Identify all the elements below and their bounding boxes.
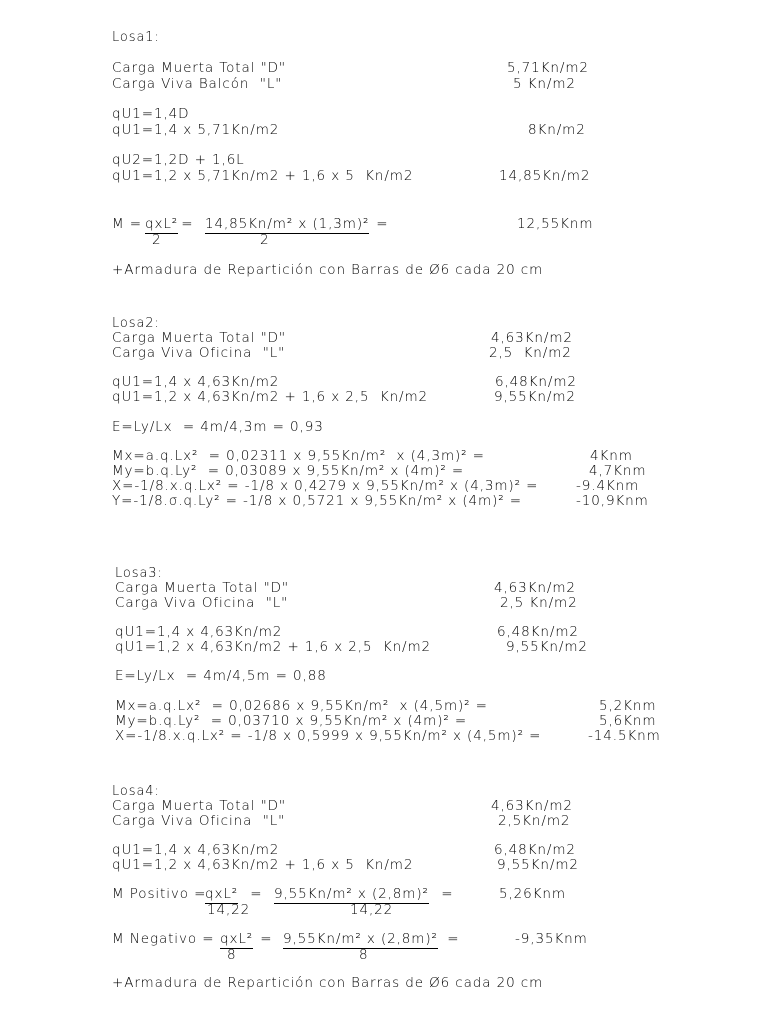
losa3-x-calc: X=-1/8.x.q.Lx² = -1/8 x 0,5999 x 9,55Kn/m² x (4,5m)² = (115, 728, 542, 744)
losa2-dead-load-value: 4,63Kn/m2 (491, 330, 573, 346)
losa4-mpos-value: 5,26Knm (499, 886, 566, 902)
losa4-mneg-eq: = (255, 931, 278, 947)
losa3-title: Losa3: (115, 566, 163, 581)
losa2-y-calc: Y=-1/8.σ.q.Ly² = -1/8 x 0,5721 x 9,55Kn/m² x (4m)² = (112, 493, 522, 509)
losa3-dead-load-label: Carga Muerta Total "D" (115, 580, 290, 596)
losa1-moment-eq: = (176, 216, 199, 232)
losa2-title: Losa2: (112, 316, 160, 331)
losa2-dead-load-label: Carga Muerta Total "D" (112, 330, 287, 346)
losa4-qu1-value: 6,48Kn/m2 (494, 842, 576, 858)
losa1-title: Losa1: (112, 30, 160, 45)
losa4-mpos-eq-2: = (436, 886, 454, 902)
losa1-qu1-formula: qU1=1,4D (112, 106, 190, 122)
losa1-moment-numerator: qxL² (145, 216, 179, 232)
losa3-e-ratio: E=Ly/Lx = 4m/4,5m = 0,88 (115, 668, 327, 684)
losa4-mneg-eq-2: = (442, 931, 460, 947)
losa2-my-calc: My=b.q.Ly² = 0,03089 x 9,55Kn/m² x (4m)² = (112, 463, 465, 479)
losa3-mx-calc: Mx=a.q.Lx² = 0,02686 x 9,55Kn/m² x (4,5m)² = (115, 698, 488, 714)
losa2-live-load-value: 2,5 Kn/m2 (489, 345, 572, 361)
losa2-qu2-value: 9,55Kn/m2 (494, 389, 576, 405)
losa2-qu2-calc: qU1=1,2 x 4,63Kn/m2 + 1,6 x 2,5 Kn/m2 (112, 389, 429, 405)
losa4-live-load-label: Carga Viva Oficina "L" (112, 813, 286, 829)
losa4-mneg-prefix: M Negativo = (112, 931, 215, 947)
losa4-mpos-prefix: M Positivo = (112, 886, 207, 902)
losa3-live-load-value: 2,5 Kn/m2 (500, 595, 578, 611)
losa3-live-load-label: Carga Viva Oficina "L" (115, 595, 289, 611)
losa4-mneg-value: -9,35Knm (515, 931, 588, 947)
losa3-qu2-calc: qU1=1,2 x 4,63Kn/m2 + 1,6 x 2,5 Kn/m2 (115, 639, 432, 655)
losa2-e-ratio: E=Ly/Lx = 4m/4,3m = 0,93 (112, 419, 324, 435)
losa2-my-value: 4,7Knm (589, 463, 647, 479)
losa2-qu1-calc: qU1=1,4 x 4,63Kn/m2 (112, 374, 280, 390)
losa4-dead-load-value: 4,63Kn/m2 (491, 798, 573, 814)
losa4-mneg-numerator: qxL² (220, 931, 254, 947)
losa4-mneg-numerator-2: 9,55Kn/m² x (2,8m)² (283, 931, 438, 947)
losa2-mx-value: 4Knm (590, 448, 633, 464)
losa3-x-value: -14.5Knm (588, 728, 661, 744)
losa1-moment-eq-2: = (371, 216, 389, 232)
losa2-y-value: -10,9Knm (576, 493, 649, 509)
losa4-qu2-calc: qU1=1,2 x 4,63Kn/m2 + 1,6 x 5 Kn/m2 (112, 857, 414, 873)
losa4-qu1-calc: qU1=1,4 x 4,63Kn/m2 (112, 842, 280, 858)
losa4-mpos-numerator-2: 9,55Kn/m² x (2,8m)² (274, 886, 429, 902)
losa2-mx-calc: Mx=a.q.Lx² = 0,02311 x 9,55Kn/m² x (4,3m)² = (112, 448, 485, 464)
losa1-dead-load-value: 5,71Kn/m2 (507, 60, 589, 76)
losa3-qu1-value: 6,48Kn/m2 (497, 624, 579, 640)
losa2-x-calc: X=-1/8.x.q.Lx² = -1/8 x 0,4279 x 9,55Kn/m² x (4,3m)² = (112, 478, 539, 494)
losa1-live-load-label: Carga Viva Balcón "L" (112, 76, 283, 92)
losa1-dead-load-label: Carga Muerta Total "D" (112, 60, 287, 76)
losa4-reinforcement-note: +Armadura de Repartición con Barras de Ø6 cada 20 cm (112, 975, 544, 991)
losa2-live-load-label: Carga Viva Oficina "L" (112, 345, 286, 361)
losa4-mneg-denominator: 8 (227, 947, 237, 963)
losa4-dead-load-label: Carga Muerta Total "D" (112, 798, 287, 814)
losa1-reinforcement-note: +Armadura de Repartición con Barras de Ø6 cada 20 cm (112, 262, 544, 278)
losa4-mneg-denominator-2: 8 (359, 947, 369, 963)
losa1-qu1-value: 8Kn/m2 (528, 122, 586, 138)
losa4-mpos-denominator: 14,22 (207, 902, 251, 918)
losa3-dead-load-value: 4,63Kn/m2 (494, 580, 576, 596)
losa3-qu1-calc: qU1=1,4 x 4,63Kn/m2 (115, 624, 283, 640)
losa1-moment-denominator: 2 (152, 232, 162, 248)
losa3-mx-value: 5,2Knm (599, 698, 657, 714)
losa4-mpos-numerator: qxL² (205, 886, 239, 902)
losa1-qu2-formula: qU2=1,2D + 1,6L (112, 152, 245, 168)
losa1-moment-prefix: M = (112, 216, 142, 232)
losa1-moment-numerator-2: 14,85Kn/m² x (1,3m)² (205, 216, 370, 232)
losa3-qu2-value: 9,55Kn/m2 (506, 639, 588, 655)
losa1-qu2-value: 14,85Kn/m2 (499, 168, 591, 184)
losa1-qu2-calc: qU1=1,2 x 5,71Kn/m2 + 1,6 x 5 Kn/m2 (112, 168, 414, 184)
losa4-qu2-value: 9,55Kn/m2 (497, 857, 579, 873)
losa4-mpos-eq: = (245, 886, 268, 902)
losa2-x-value: -9.4Knm (576, 478, 640, 494)
losa2-qu1-value: 6,48Kn/m2 (495, 374, 577, 390)
losa4-live-load-value: 2,5Kn/m2 (498, 813, 571, 829)
losa3-my-value: 5,6Knm (599, 713, 657, 729)
losa1-qu1-calc: qU1=1,4 x 5,71Kn/m2 (112, 122, 280, 138)
losa1-moment-value: 12,55Knm (517, 216, 594, 232)
losa4-title: Losa4: (112, 784, 160, 799)
losa3-my-calc: My=b.q.Ly² = 0,03710 x 9,55Kn/m² x (4m)² = (115, 713, 468, 729)
losa4-mpos-denominator-2: 14,22 (350, 902, 394, 918)
losa1-live-load-value: 5 Kn/m2 (513, 76, 576, 92)
losa1-moment-denominator-2: 2 (260, 232, 270, 248)
